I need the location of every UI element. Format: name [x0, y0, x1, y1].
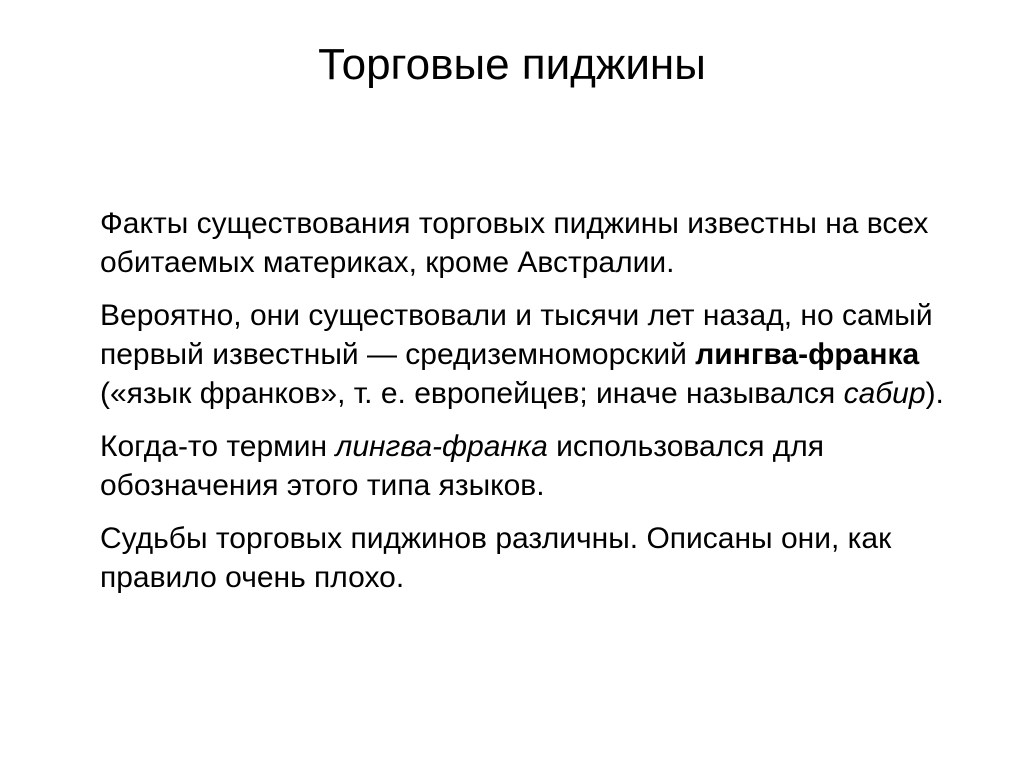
paragraph-pidgin-fates: Судьбы торговых пиджинов различны. Описаны они, как правило очень плохо.	[100, 522, 892, 594]
paragraph-text: Когда-то термин	[100, 430, 336, 463]
paragraph-text: использовался для обозначения этого типа языков.	[100, 430, 825, 502]
paragraph-text: («язык франков», т. е. европейцев; иначе назывался	[100, 377, 844, 410]
paragraph-lingua-franca-origin	[100, 296, 960, 413]
paragraph-text: ).	[925, 377, 944, 410]
term-sabir-italic: сабир	[843, 377, 926, 410]
term-lingua-franca-bold: лингва-франка	[695, 338, 920, 371]
paragraph-term-usage	[100, 427, 960, 505]
paragraph-pidgin-distribution: Факты существования торговых пиджины известны на всех обитаемых материках, кроме Австралии.	[100, 207, 929, 279]
slide-title: Торговые пиджины	[318, 40, 706, 89]
slide-body	[100, 204, 960, 611]
term-lingua-franca-italic: лингва-франка	[335, 430, 548, 463]
paragraph-text: Вероятно, они существовали и тысячи лет назад, но самый первый известный — средиземноморский	[100, 299, 933, 371]
